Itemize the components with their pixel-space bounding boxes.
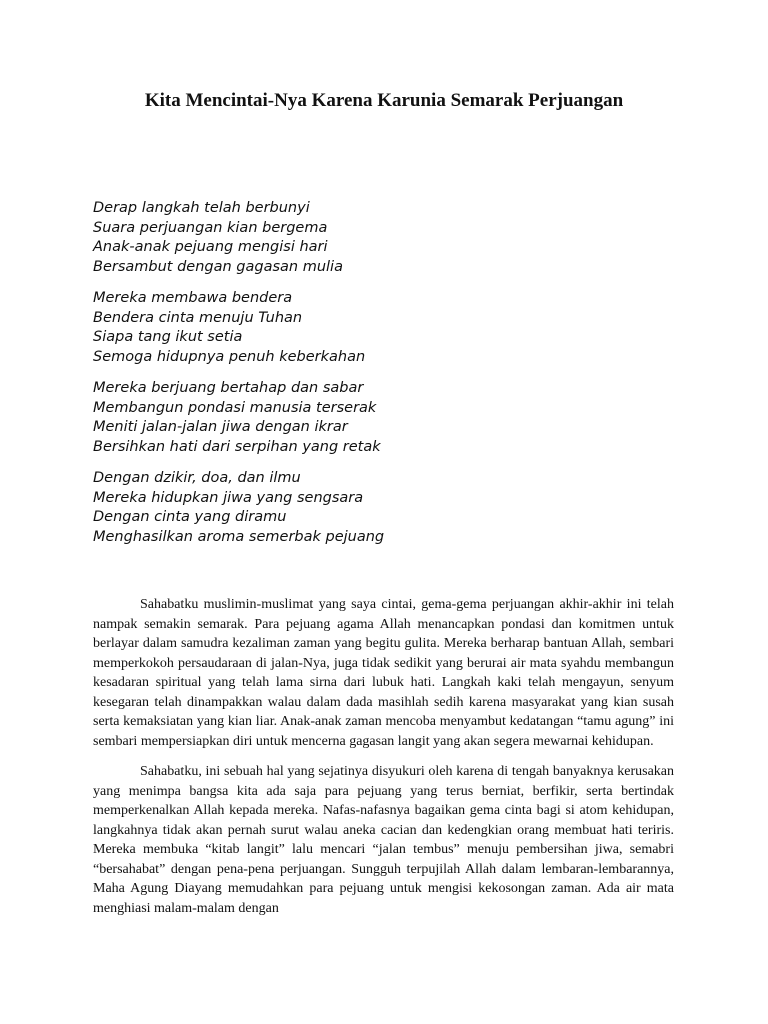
poem-line: Membangun pondasi manusia terserak bbox=[93, 399, 377, 416]
body-paragraph: Sahabatku, ini sebuah hal yang sejatinya disyukuri oleh karena di tengah banyaknya kerusakan yang menimpa bangsa kita ada saja para pejuang yang terus berniat, berfikir, serta bertindak memperkenalkan Allah kepada mereka. Nafas-nafasnya bagaikan gema cinta bagi si atom kehidupan, langkahnya tidak akan pernah surut walau aneka cacian dan kedengkian orang membuat hati teriris. Mereka membuka “kitab langit” lalu mencari “jalan tembus” menuju pembersihan jiwa, semabri “bersahabat” dengan pena-pena perjuangan. Sungguh terpujilah Allah dalam lembaran-lembarannya, Maha Agung Diayang memudahkan para pejuang untuk mengisi kekosongan zaman. Ada air mata menghiasi malam-malam dengan bbox=[93, 764, 674, 916]
poem-line: Derap langkah telah berbunyi bbox=[93, 200, 310, 216]
poem-line: Bersambut dengan gagasan mulia bbox=[93, 258, 343, 275]
poem-line: Meniti jalan-jalan jiwa dengan ikrar bbox=[93, 419, 348, 435]
poem-line: Mereka membawa bendera bbox=[93, 290, 293, 306]
poem bbox=[93, 199, 693, 559]
poem-line: Dengan dzikir, doa, dan ilmu bbox=[93, 470, 301, 486]
poem-line: Anak-anak pejuang mengisi hari bbox=[93, 239, 328, 255]
poem-line: Dengan cinta yang diramu bbox=[93, 509, 287, 525]
poem-line: Suara perjuangan kian bergema bbox=[93, 219, 328, 236]
poem-stanza bbox=[93, 199, 693, 277]
poem-stanza bbox=[93, 379, 693, 457]
body-text bbox=[93, 595, 674, 929]
poem-line: Bendera cinta menuju Tuhan bbox=[93, 309, 303, 326]
poem-line: Mereka hidupkan jiwa yang sengsara bbox=[93, 489, 364, 506]
poem-line: Bersihkan hati dari serpihan yang retak bbox=[93, 438, 381, 455]
poem-line: Mereka berjuang bertahap dan sabar bbox=[93, 380, 364, 396]
poem-line: Menghasilkan aroma semerbak pejuang bbox=[93, 528, 385, 545]
poem-line: Semoga hidupnya penuh keberkahan bbox=[93, 348, 366, 365]
poem-stanza bbox=[93, 289, 693, 367]
poem-line: Siapa tang ikut setia bbox=[93, 329, 243, 345]
poem-stanza bbox=[93, 469, 693, 547]
body-paragraph: Sahabatku muslimin-muslimat yang saya cintai, gema-gema perjuangan akhir-akhir ini telah nampak semakin semarak. Para pejuang agama Allah menancapkan pondasi dan komitmen untuk berlayar dalam samudra kezaliman zaman yang begitu gulita. Mereka berharap bantuan Allah, sembari memperkokoh persaudaraan di jalan-Nya, juga tidak sedikit yang berurai air mata syahdu membangun kesadaran spiritual yang telah lama sirna dari lubuk hati. Langkah kaki telah mengayun, senyum kesegaran telah dinampakkan walau dalam dada masihlah sedih karena masyarakat yang kian susah serta kemaksiatan yang kian liar. Anak-anak zaman mencoba menyambut kedatangan “tamu agung” ini sembari mempersiapkan diri untuk mencerna gagasan langit yang akan segera mewarnai kehidupan. bbox=[93, 597, 674, 749]
document-title: Kita Mencintai-Nya Karena Karunia Semarak Perjuangan bbox=[144, 90, 624, 111]
